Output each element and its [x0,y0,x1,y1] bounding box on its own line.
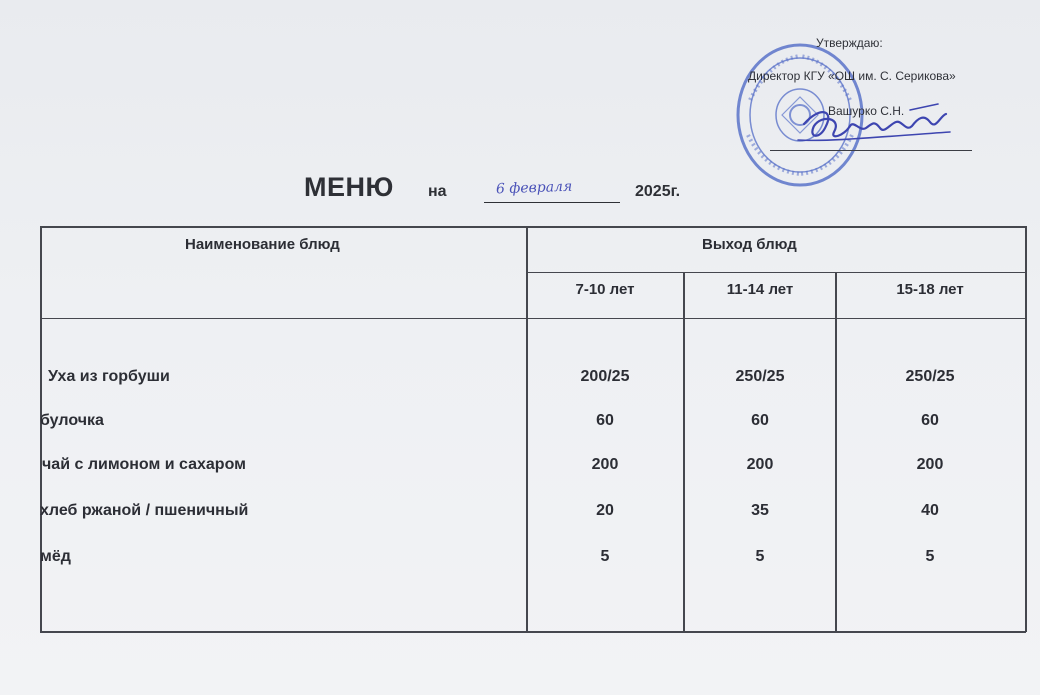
table-border-top [40,226,1026,228]
portion-7-10: 60 [596,412,614,429]
portion-11-14: 5 [755,548,765,565]
page-title: МЕНЮ [304,172,394,202]
header-dish-name: Наименование блюд [185,236,340,253]
subheader-divider [526,272,1026,273]
table-border-bottom [40,631,1026,633]
portion-15-18: 60 [921,412,939,429]
signature-line [770,150,972,151]
portion-15-18: 250/25 [905,368,955,385]
portion-7-10: 200/25 [580,368,630,385]
title-row [0,168,1040,208]
col-divider-1 [526,226,528,632]
header-divider [40,318,1026,319]
dish-name: булочка [40,412,104,429]
header-age-7-10: 7-10 лет [575,281,635,298]
dish-name: мёд [40,548,71,565]
date-prefix: на [428,183,447,200]
approval-director: Директор КГУ «ОШ им. С. Серикова» [748,69,956,83]
approval-name: Вашурко С.Н. [828,104,905,118]
portion-15-18: 40 [921,502,939,519]
col-divider-3 [835,272,837,632]
portion-15-18: 5 [925,548,935,565]
table-border-right [1025,226,1027,632]
portion-11-14: 200 [746,456,774,473]
signature-icon [790,96,955,156]
portion-11-14: 60 [751,412,769,429]
header-age-15-18: 15-18 лет [896,281,964,298]
date-handwritten: 6 февраля [495,178,573,198]
dish-name: хлеб ржаной / пшеничный [40,502,249,519]
menu-table [40,226,1026,632]
dish-name: чай с лимоном и сахаром [42,456,246,473]
header-output: Выход блюд [702,236,797,253]
portion-15-18: 200 [916,456,944,473]
portion-11-14: 35 [751,502,769,519]
year-label: 2025г. [635,183,681,200]
portion-7-10: 20 [596,502,614,519]
portion-11-14: 250/25 [735,368,785,385]
col-divider-2 [683,272,685,632]
dish-name: Уха из горбуши [48,368,170,385]
portion-7-10: 200 [591,456,619,473]
approval-title: Утверждаю: [816,36,883,50]
portion-7-10: 5 [600,548,610,565]
header-age-11-14: 11-14 лет [726,281,794,298]
